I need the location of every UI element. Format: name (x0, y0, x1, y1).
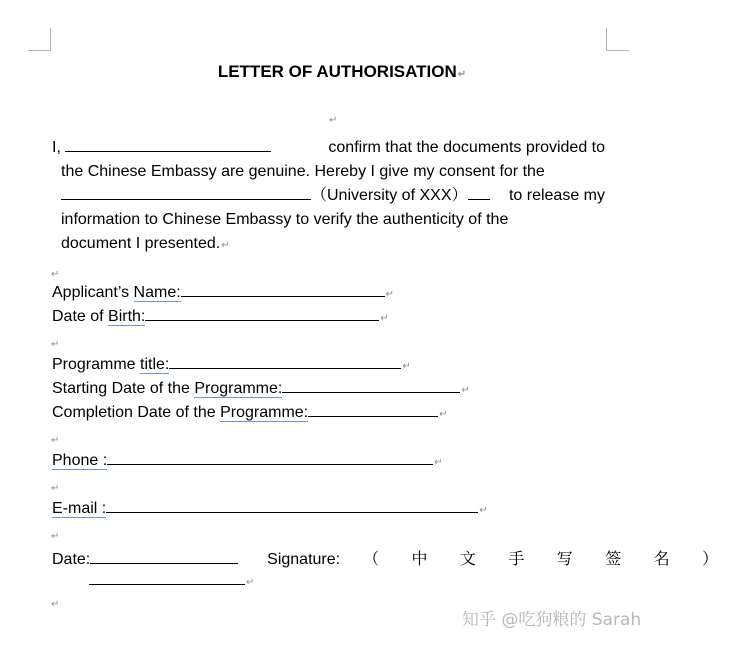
email-label: E-mail : (52, 500, 107, 517)
empty-paragraph-mark: ↵ (329, 115, 338, 126)
phone-row: Phone : ↵ (52, 452, 443, 469)
signature-hint: （ 中 文 手 写 签 名 ） (363, 551, 732, 568)
date-of-birth-field[interactable] (145, 306, 379, 321)
empty-paragraph-mark: ↵ (51, 269, 60, 280)
programme-title-label: title: (140, 356, 170, 373)
page-corner-top-left (28, 28, 51, 51)
date-field[interactable] (90, 549, 238, 564)
signature-label: Signature: (267, 551, 341, 568)
signature-row: ↵ (89, 570, 254, 590)
empty-paragraph-mark: ↵ (51, 599, 60, 610)
starting-date-row: Starting Date of the Programme: ↵ (52, 380, 470, 397)
empty-paragraph-mark: ↵ (51, 483, 60, 494)
applicant-name-label: Name: (133, 284, 181, 301)
paragraph-line-1: I, confirm that the documents provided to (52, 139, 605, 156)
phone-label: Phone : (52, 452, 108, 469)
name-blank[interactable] (65, 137, 271, 152)
applicant-name-field[interactable] (181, 282, 385, 297)
programme-title-field[interactable] (169, 354, 401, 369)
completion-date-row: Completion Date of the Programme: ↵ (52, 404, 448, 421)
completion-date-field[interactable] (308, 402, 438, 417)
date-of-birth-row: Date of Birth: ↵ (52, 308, 389, 325)
empty-paragraph-mark: ↵ (51, 531, 60, 542)
phone-field[interactable] (107, 450, 433, 465)
date-label: Date: (52, 551, 91, 568)
letter-title: LETTER OF AUTHORISATION↵ (217, 62, 467, 81)
email-row: E-mail : ↵ (52, 500, 488, 517)
dob-label: Birth: (108, 308, 146, 325)
email-field[interactable] (106, 498, 478, 513)
empty-paragraph-mark: ↵ (51, 339, 60, 350)
programme-title-row: Programme title: ↵ (52, 356, 411, 373)
page-corner-top-right (606, 28, 629, 51)
paragraph-line-5: document I presented.↵ (61, 235, 230, 252)
consent-paragraph (52, 136, 605, 256)
paragraph-line-3: （University of XXX） to release my (52, 184, 605, 208)
starting-date-label: Programme: (194, 380, 283, 397)
paragraph-line-4: information to Chinese Embassy to verify the authenticity of the (61, 211, 509, 228)
completion-date-label: Programme: (220, 404, 309, 421)
paragraph-line-2: the Chinese Embassy are genuine. Hereby I give my consent for the (61, 163, 545, 180)
starting-date-field[interactable] (282, 378, 460, 393)
zhihu-watermark: 知乎 @吃狗粮的 Sarah (462, 610, 642, 630)
applicant-name-row: Applicant’s Name: ↵ (52, 284, 395, 301)
signature-field[interactable] (89, 570, 245, 585)
date-signature-row (52, 546, 732, 569)
university-blank[interactable] (61, 185, 311, 200)
empty-paragraph-mark: ↵ (51, 435, 60, 446)
